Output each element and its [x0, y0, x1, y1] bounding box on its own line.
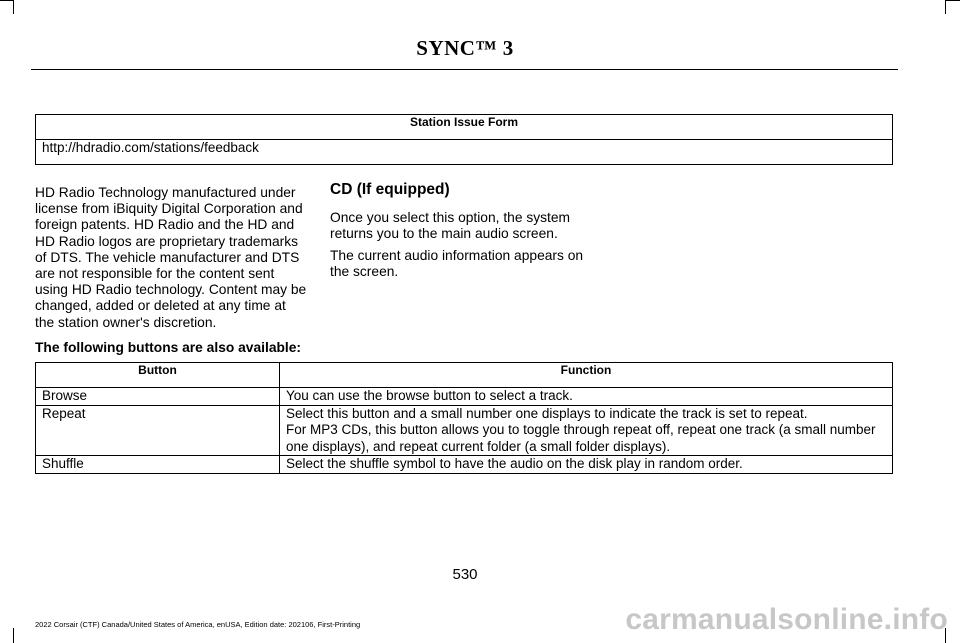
crop-mark — [13, 628, 14, 643]
buttons-intro: The following buttons are also available: — [35, 340, 302, 355]
hd-radio-paragraph: HD Radio Technology manufactured under license from iBiquity Digital Corporation and foreign patents. HD Radio and the HD and HD Radio logos are proprietary trademarks of DTS. The vehicle manufacturer and DTS are not responsible for the content sent using HD Radio technology. Content may be changed, added or deleted at any time at the station owner's discretion. — [35, 185, 307, 330]
function-text: Select this button and a small number one displays to indicate the track is set to repeat. — [286, 405, 808, 421]
table-header-row — [36, 363, 893, 388]
function-text: You can use the browse button to select a track. — [286, 388, 573, 403]
function-cell — [280, 456, 893, 474]
cd-paragraph-1: Once you select this option, the system returns you to the main audio screen. — [330, 210, 571, 242]
function-text: For MP3 CDs, this button allows you to toggle through repeat off, repeat one track (a small number one displays), and repeat current folder (a small folder displays). — [286, 422, 876, 454]
crop-mark — [0, 0, 14, 1]
table-header-function: Function — [280, 363, 893, 388]
cd-section-heading: CD (If equipped) — [330, 181, 450, 198]
table-header-row — [36, 115, 893, 140]
table-header-cell: Station Issue Form — [36, 115, 893, 140]
function-cell — [280, 405, 893, 456]
page-header-title: SYNC™ 3 — [416, 36, 514, 60]
function-cell — [280, 388, 893, 406]
station-issue-table — [35, 114, 893, 165]
button-name-cell: Browse — [36, 388, 280, 406]
button-name-cell: Repeat — [36, 405, 280, 456]
page-number: 530 — [452, 566, 478, 583]
header-divider — [31, 69, 898, 70]
cd-paragraph-2: The current audio information appears on the screen. — [330, 248, 584, 280]
function-text: Select the shuffle symbol to have the audio on the disk play in random order. — [286, 456, 743, 471]
table-row — [36, 456, 893, 474]
crop-mark — [945, 0, 960, 1]
feedback-url[interactable]: http://hdradio.com/stations/feedback — [36, 140, 893, 165]
crop-mark — [13, 0, 14, 14]
table-row — [36, 405, 893, 456]
buttons-table — [35, 362, 893, 474]
table-row — [36, 388, 893, 406]
crop-mark — [945, 0, 946, 14]
table-row — [36, 140, 893, 165]
watermark: carmanualsonline.info — [625, 603, 948, 636]
edition-footer: 2022 Corsair (CTF) Canada/United States of America, enUSA, Edition date: 202106, First-Printing — [35, 620, 361, 629]
table-header-button: Button — [36, 363, 280, 388]
button-name-cell: Shuffle — [36, 456, 280, 474]
